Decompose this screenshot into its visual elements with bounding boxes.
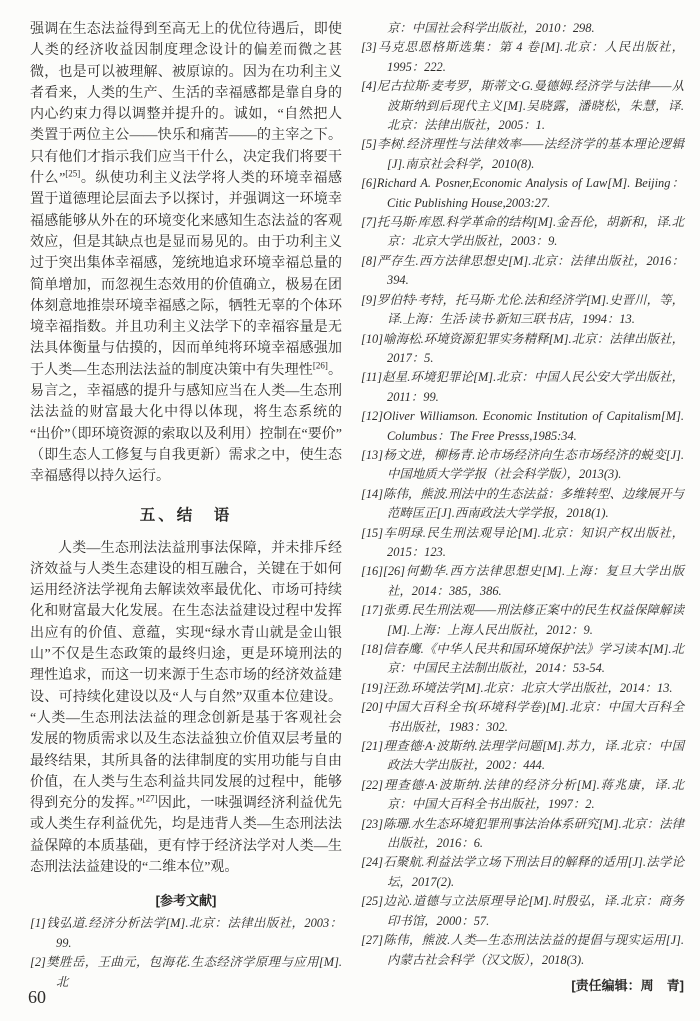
editor-note: [责任编辑：周 青] bbox=[571, 977, 684, 993]
section-heading-conclusion: 五、结 语 bbox=[139, 506, 233, 524]
reference-item: [15]车明琭.民生刑法观导论[M].北京：知识产权出版社，2015：123. bbox=[361, 525, 684, 559]
references-list-left bbox=[30, 914, 342, 992]
reference-item: [10]喻海松.环境资源犯罪实务精释[M].北京：法律出版社，2017：5. bbox=[361, 331, 684, 365]
reference-item: [12]Oliver Williamson. Economic Institution of Capitalism[M]. Columbus：The Free Presss,1985:34. bbox=[361, 409, 684, 443]
reference-item: [27]陈伟，熊波.人类—生态刑法法益的提倡与现实运用[J].内蒙古社会科学（汉文版），2018(3). bbox=[361, 933, 684, 967]
paragraph-text: 。易言之，幸福感的提升与感知应当在人类—生态刑法法益的财富最大化中得以体现，将生态系统的“出价”（即环境资源的索取以及利用）控制在“要价”（即生态人工修复与自我更新）需求之中，使生态幸福感得以持久运行。 bbox=[30, 362, 343, 485]
paragraph-text: 人类—生态刑法法益刑事法保障，并未排斥经济效益与人类生态建设的相互融合，关键在于如何运用经济法学视角去解读效率最优化、市场可持续化和财富最大化发展。在生态法益建设过程中发挥出应有的价值、意蕴，实现“绿水青山就是金山银山”不仅是生态政策的最终归途，更是环境刑法的理性追求，而这一切来源于生态市场的经济效益建设、可持续化建设以及“人与自然”双重本位建设。“人类—生态刑法法益的理念创新是基于客观社会发展的物质需求以及生态法益独立价值双层考量的最终结果，其所具备的法律制度的实用功能与自由价值，在人类与生态利益共同发展的过程中，能够得到充分的发挥。” bbox=[30, 540, 342, 812]
reference-item: [24]石聚航.利益法学立场下刑法目的解释的适用[J].法学论坛，2017(2). bbox=[361, 855, 684, 889]
body-paragraph-continuation bbox=[30, 19, 342, 488]
reference-item: [11]赵星.环境犯罪论[M].北京：中国人民公安大学出版社，2011：99. bbox=[361, 370, 684, 404]
left-column bbox=[30, 19, 342, 994]
citation-superscript: [27] bbox=[142, 793, 158, 804]
reference-item: [17]张勇.民生刑法观——刑法修正案中的民生权益保障解读[M].上海：上海人民出版社，2012：9. bbox=[361, 603, 684, 637]
citation-superscript: [25] bbox=[65, 168, 81, 179]
reference-item: [5]李树.经济理性与法律效率——法经济学的基本理论逻辑[J].南京社会科学，2010(8). bbox=[361, 137, 684, 171]
paragraph-text: 。纵使功利主义法学将人类的环境幸福感置于道德理论层面去予以探讨，并强调这一环境幸福感能够从外在的环境变化来感知生态法益的客观效应，但是其缺点也是显而易见的。由于功利主义过于突出集体幸福感，笼统地追求环境幸福总量的简单增加，而忽视生态效用的价值确立，极易在团体刻意地推崇环境幸福感之际，牺牲无辜的个体环境幸福指数。并且功利主义法学下的幸福容量是无法具体衡量与估摸的，因而单纯将环境幸福感强加于人类—生态刑法法益的制度决策中有失理性 bbox=[30, 171, 342, 378]
reference-item: [8]严存生.西方法律思想史[M].北京：法律出版社，2016：394. bbox=[361, 253, 684, 288]
reference-item: [22]理查德·A·波斯纳.法律的经济分析[M].蒋兆康，译.北京：中国大百科全书出版社，1997：2. bbox=[361, 777, 684, 812]
reference-item: [9]罗伯特·考特，托马斯·尤伦.法和经济学[M].史晋川，等，译.上海：生活·读书·新知三联书店，1994：13. bbox=[361, 292, 684, 327]
reference-item: [4]尼古拉斯·麦考罗，斯蒂文·G.曼德姆.经济学与法律——从波斯纳到后现代主义[M].吴晓露，潘晓松，朱慧，译.北京：法律出版社，2005：1. bbox=[361, 79, 684, 133]
reference-item: [21]理查德·A·波斯纳.法理学问题[M].苏力，译.北京：中国政法大学出版社，2002：444. bbox=[361, 739, 684, 773]
right-column bbox=[361, 19, 684, 994]
reference-item-continuation: 京：中国社会科学出版社，2010：298. bbox=[387, 21, 595, 35]
references-heading: [参考文献] bbox=[155, 893, 217, 909]
reference-item: [13]杨文进，柳杨青.论市场经济向生态市场经济的蜕变[J].中国地质大学学报（社会科学版），2013(3). bbox=[361, 447, 684, 482]
body-paragraph-conclusion bbox=[30, 538, 342, 879]
reference-item: [6]Richard A. Posner,Economic Analysis of Law[M]. Beijing：Citic Publishing House,2003:27. bbox=[361, 176, 684, 210]
reference-item: [3]马克思恩格斯选集：第 4 卷[M].北京：人民出版社，1995：222. bbox=[361, 40, 684, 74]
reference-item: [19]汪劲.环境法学[M].北京：北京大学出版社，2014：13. bbox=[361, 680, 673, 695]
paragraph-text: 因此，一味强调经济利益优先或人类生存利益优先，均是违背人类—生态刑法法益保障的本质基础，更有悖于经济法学对人类—生态刑法法益建设的“二维本位”观。 bbox=[30, 796, 342, 875]
reference-item: [7]托马斯·库恩.科学革命的结构[M].金吾伦，胡新和，译.北京：北京大学出版社，2003：9. bbox=[361, 215, 684, 249]
page-number: 60 bbox=[28, 987, 46, 1007]
reference-item: [1]钱弘道.经济分析法学[M].北京：法律出版社，2003：99. bbox=[30, 916, 342, 950]
reference-item: [14]陈伟，熊波.刑法中的生态法益：多维转型、边缘展开与范畴匡正[J].西南政法大学学报，2018(1). bbox=[361, 486, 684, 521]
reference-item: [23]陈珊.水生态环境犯罪刑事法治体系研究[M].北京：法律出版社，2016：6. bbox=[361, 816, 684, 851]
paragraph-text: 强调在生态法益得到至高无上的优位待遇后，即使人类的经济收益因制度理念设计的偏差而微之甚微，也是可以被理解、被原谅的。因为在功利主义者看来，人类的生产、生活的幸福感都是靠自身的内心约束力得以调整并提升的。诚如，“自然把人类置于两位主公——快乐和痛苦——的主宰之下。只有他们才指示我们应当干什么，决定我们将要干什么” bbox=[30, 22, 342, 187]
references-list-right bbox=[361, 19, 684, 970]
reference-item: [2]樊胜岳，王曲元，包海花.生态经济学原理与应用[M].北 bbox=[30, 955, 342, 989]
reference-item: [16][26]何勤华.西方法律思想史[M].上海：复旦大学出版社，2014：385，386. bbox=[361, 564, 684, 598]
reference-item: [25]边沁.道德与立法原理导论[M].时殷弘，译.北京：商务印书馆，2000：57. bbox=[361, 894, 684, 928]
reference-item: [20]中国大百科全书(环境科学卷)[M].北京：中国大百科全书出版社，1983：302. bbox=[361, 700, 684, 734]
reference-item: [18]信春鹰.《中华人民共和国环境保护法》学习读本[M].北京：中国民主法制出版社，2014：53-54. bbox=[361, 642, 684, 676]
citation-superscript: [26] bbox=[312, 360, 328, 371]
